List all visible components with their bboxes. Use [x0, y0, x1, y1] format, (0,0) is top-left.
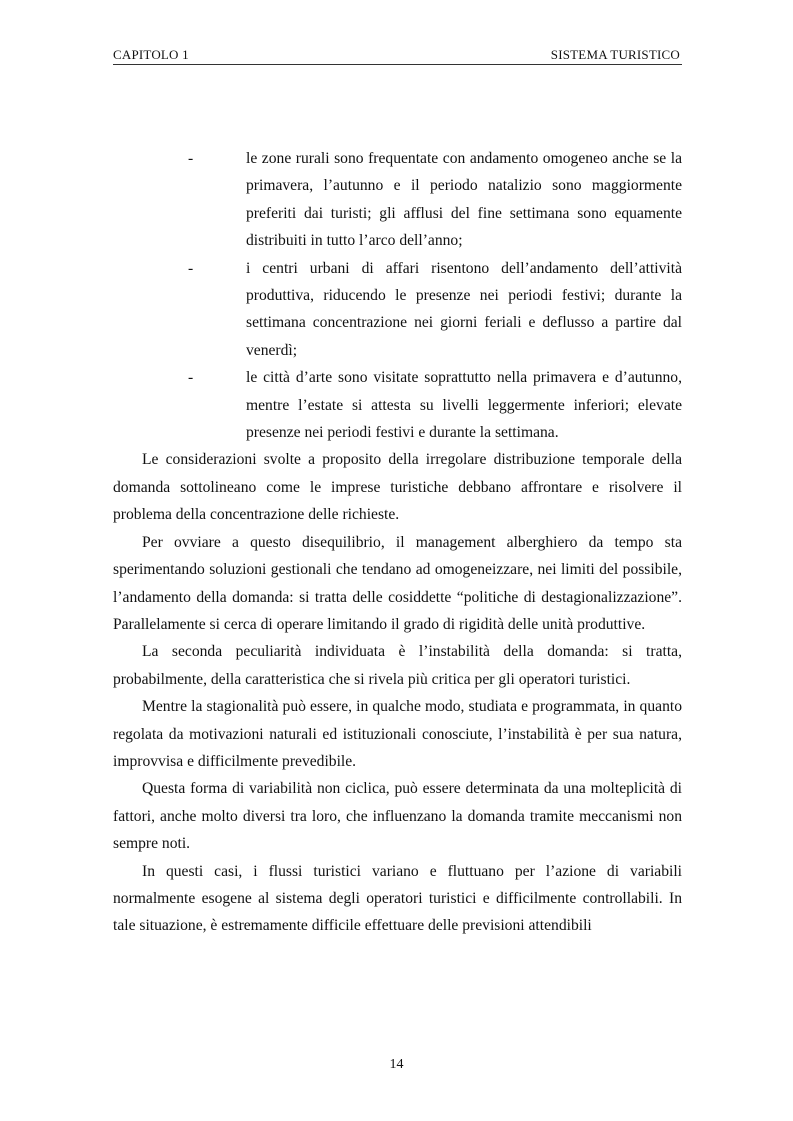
paragraph: In questi casi, i flussi turistici variano e fluttuano per l’azione di variabili normalmente esogene al sistema degli operatori turistici e difficilmente controllabili. In tale situazione, è estremamente difficile effettuare delle previsioni attendibili	[113, 862, 682, 935]
dash-icon: -	[188, 369, 194, 387]
bullet-text: le zone rurali sono frequentate con andamento omogeneo anche se la primavera, l’autunno e il periodo natalizio sono maggiormente preferiti dai turisti; gli afflusi del fine settimana sono equamente distribuiti in tutto l’arco dell’anno;	[246, 150, 682, 250]
paragraph: La seconda peculiarità individuata è l’instabilità della domanda: si tratta, probabilmente, della caratteristica che si rivela più critica per gli operatori turistici.	[113, 643, 682, 688]
bullet-item	[113, 145, 682, 255]
paragraph: Mentre la stagionalità può essere, in qualche modo, studiata e programmata, in quanto regolata da motivazioni naturali ed istituzionali conosciute, l’instabilità è per sua natura, improvvisa e difficilmente prevedibile.	[113, 698, 682, 770]
dash-icon: -	[188, 259, 194, 277]
paragraph: Per ovviare a questo disequilibrio, il management alberghiero da tempo sta sperimentando soluzioni gestionali che tendano ad omogeneizzare, nei limiti del possibile, l’andamento della domanda: si tratta delle cosiddette “politiche di destagionalizzazione”. Parallelamente si cerca di operare limitando il grado di rigidità delle unità produttive.	[113, 533, 682, 633]
bullet-text: le città d’arte sono visitate soprattutto nella primavera e d’autunno, mentre l’estate si attesta su livelli leggermente inferiori; elevate presenze nei periodi festivi e durante la settimana.	[246, 369, 682, 442]
paragraph: Le considerazioni svolte a proposito della irregolare distribuzione temporale della domanda sottolineano come le imprese turistiche debbano affrontare e risolvere il problema della concentrazione delle richieste.	[113, 451, 682, 524]
chapter-label: CAPITOLO 1	[113, 47, 189, 62]
bullet-item	[113, 364, 682, 446]
bullet-item	[113, 255, 682, 365]
page-number: 14	[389, 1057, 404, 1072]
header-divider	[113, 64, 682, 65]
dash-icon: -	[188, 150, 194, 167]
page-body	[113, 145, 682, 940]
paragraph: Questa forma di variabilità non ciclica, può essere determinata da una molteplicità di fattori, anche molto diversi tra loro, che influenzano la domanda tramite meccanismi non sempre noti.	[113, 780, 682, 853]
section-title: SISTEMA TURISTICO	[550, 47, 680, 62]
bullet-text: i centri urbani di affari risentono dell’andamento dell’attività produttiva, riducendo le presenze nei periodi festivi; durante la settimana concentrazione nei giorni feriali e deflusso a partire dal venerdì;	[246, 259, 682, 359]
